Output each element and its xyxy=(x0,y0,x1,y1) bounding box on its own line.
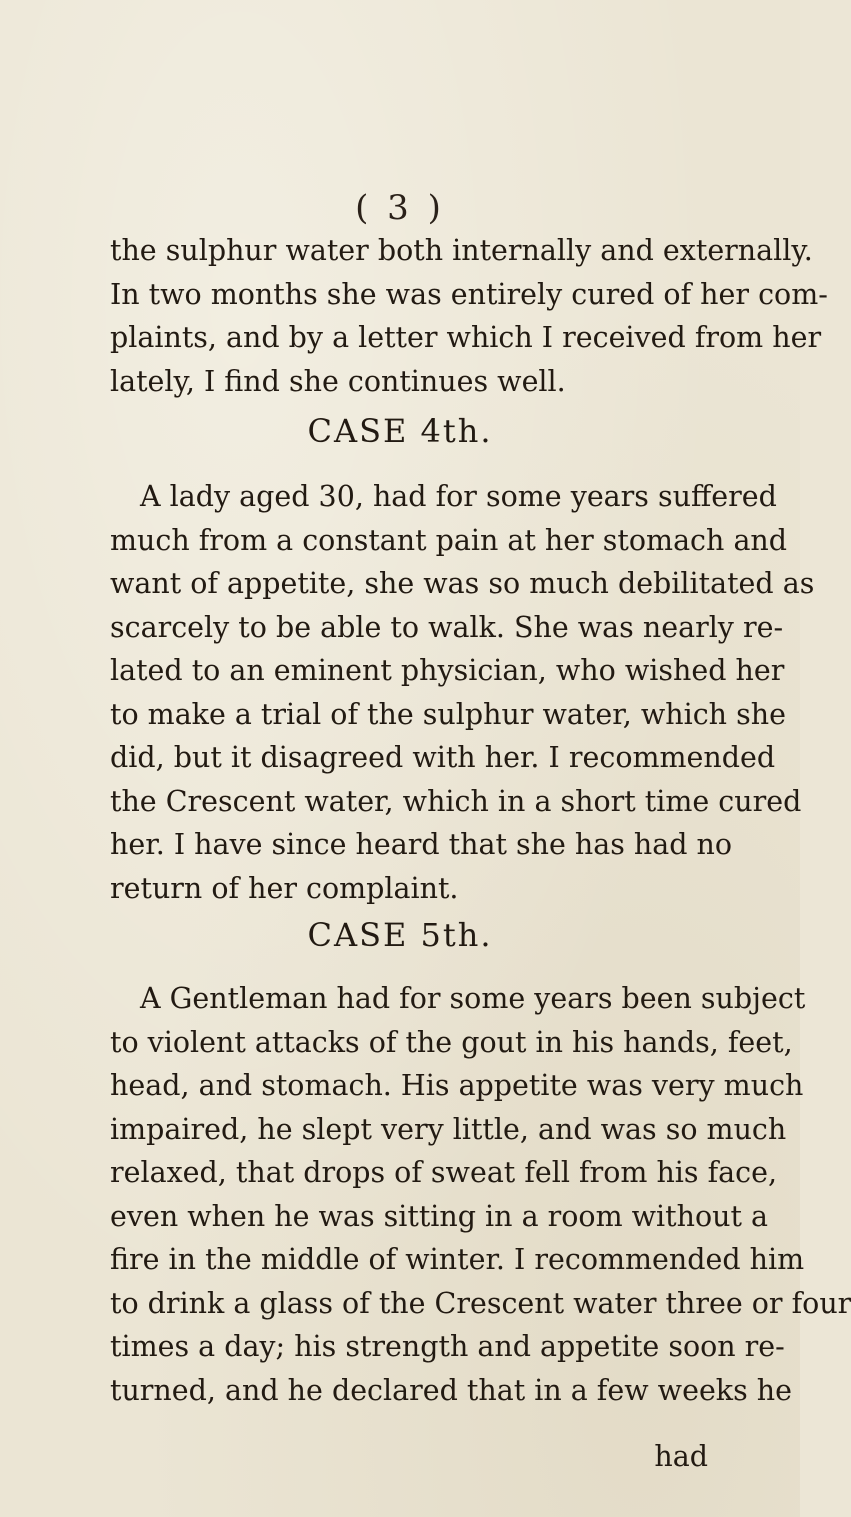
text-line: to drink a glass of the Crescent water three or four xyxy=(110,1286,851,1320)
text-line: turned, and he declared that in a few weeks he xyxy=(110,1373,792,1407)
text-line: plaints, and by a letter which I received from her xyxy=(110,321,822,354)
text-line: return of her complaint. xyxy=(110,871,459,905)
text-line: lately, I find she continues well. xyxy=(110,364,566,398)
text-line: want of appetite, she was so much debilitated as xyxy=(110,567,815,600)
page-number: ( 3 ) xyxy=(355,188,445,228)
text-line: impaired, he slept very little, and was so much xyxy=(110,1112,787,1146)
text-line: her. I have since heard that she has had no xyxy=(110,828,733,861)
catchword: had xyxy=(654,1440,708,1473)
text-line: to make a trial of the sulphur water, which she xyxy=(110,697,786,731)
text-line: In two months she was entirely cured of her com- xyxy=(110,277,828,311)
text-line: to violent attacks of the gout in his hands, feet, xyxy=(110,1025,793,1059)
text-line: relaxed, that drops of sweat fell from his face, xyxy=(110,1156,778,1189)
case-4-paragraph xyxy=(110,475,815,910)
opening-paragraph xyxy=(110,229,828,403)
text-line: A lady aged 30, had for some years suffered xyxy=(140,480,777,513)
case-4-heading: CASE 4th. xyxy=(307,412,493,450)
text-line: did, but it disagreed with her. I recommended xyxy=(110,741,776,774)
text-line: even when he was sitting in a room without a xyxy=(110,1199,768,1233)
case-5-heading: CASE 5th. xyxy=(307,916,493,954)
text-line: much from a constant pain at her stomach and xyxy=(110,523,788,557)
text-line: times a day; his strength and appetite soon re- xyxy=(110,1330,785,1363)
text-line: fire in the middle of winter. I recommended him xyxy=(110,1243,805,1276)
case-5-paragraph xyxy=(110,977,851,1412)
text-line: scarcely to be able to walk. She was nearly re- xyxy=(110,610,784,644)
text-line: A Gentleman had for some years been subject xyxy=(140,982,806,1015)
text-line: the Crescent water, which in a short time cured xyxy=(110,784,802,818)
text-line: head, and stomach. His appetite was very much xyxy=(110,1069,804,1102)
text-line: the sulphur water both internally and externally. xyxy=(110,234,813,267)
text-line: lated to an eminent physician, who wished her xyxy=(110,654,785,687)
